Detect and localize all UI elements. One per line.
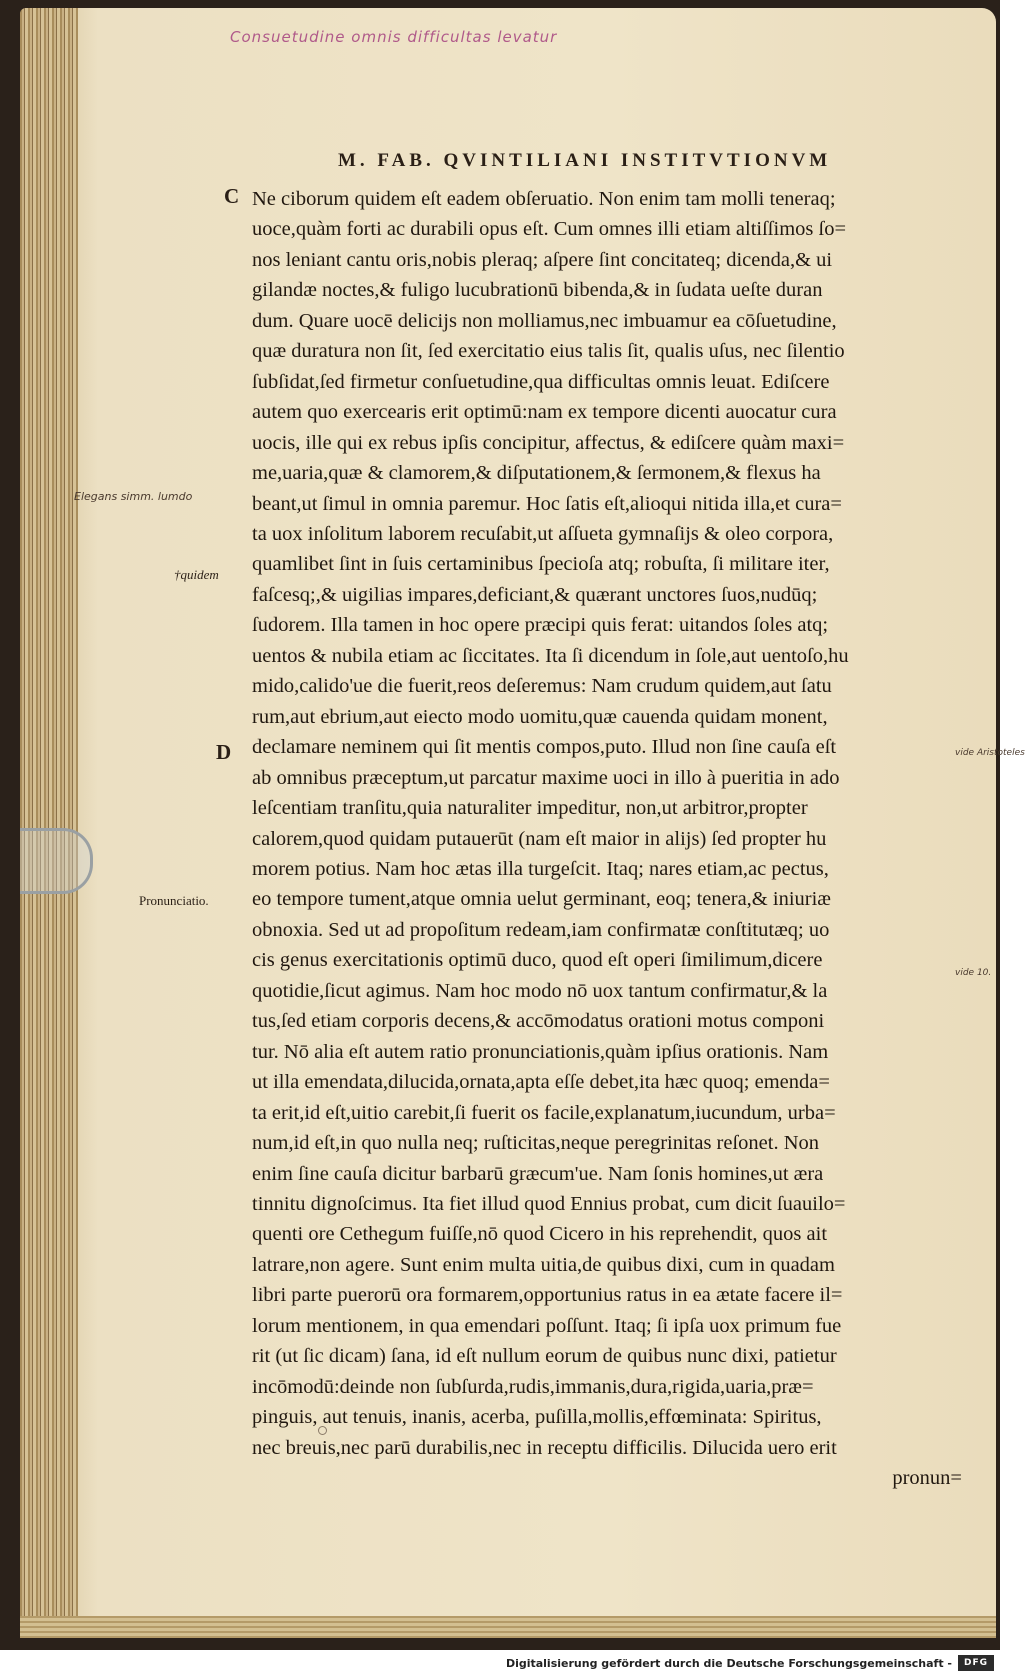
text-line: beant,ut ſimul in omnia paremur. Hoc ſatis eſt,alioqui nitida illa,et cura=	[252, 492, 842, 515]
text-line: latrare,non agere. Sunt enim multa uitia,de quibus dixi, cum in quadam	[252, 1253, 835, 1276]
text-line: leſcentiam tranſitu,quia naturaliter impeditur, non,ut arbitror,propter	[252, 797, 808, 820]
text-line: cis genus exercitationis optimū duco, quod eſt operi ſimilimum,dicere	[252, 949, 823, 972]
text-line: declamare neminem qui ſit mentis compos,puto. Illud non ſine cauſa eſt	[252, 736, 837, 759]
text-line: eo tempore tument,atque omnia uelut germinant, eoq; tenera,& iniuriæ	[252, 888, 831, 911]
signature-mark-c: C	[224, 184, 240, 208]
text-line: mido,calido'ue die fuerit,reos deſeremus: Nam crudum quidem,aut ſatu	[252, 675, 832, 698]
top-handwritten-annotation: Consuetudine omnis difficultas levatur	[230, 28, 558, 46]
text-line: gilandæ noctes,& fuligo lucubrationū bibenda,& in ſudata ueſte duran	[252, 279, 823, 302]
page-gutter-edge	[20, 8, 78, 1638]
catchword: pronun=	[892, 1467, 962, 1490]
text-line: me,uaria,quæ & clamorem,& diſputationem,& ſermonem,& flexus ha	[252, 462, 821, 485]
text-line: calorem,quod quidam putauerūt (nam eſt maior in alijs) ſed propter hu	[252, 827, 827, 850]
text-line: num,id eſt,in quo nulla neq; ruſticitas,neque peregrinitas reſonet. Non	[252, 1132, 820, 1155]
text-line: ut illa emendata,dilucida,ornata,apta eſſe debet,ita hæc quoq; emenda=	[252, 1071, 830, 1094]
text-line: rit (ut ſic dicam) ſana, id eſt nullum eorum de quibus nunc dixi, patietur	[252, 1345, 837, 1368]
margin-handwritten-note-right-1: vide Aristoteles	[955, 748, 1025, 758]
text-line: quenti ore Cethegum fuiſſe,nō quod Cicero in his reprehendit, quos ait	[252, 1223, 828, 1246]
margin-handwritten-note-right-2: vide 10.	[955, 968, 992, 978]
text-line: quæ duratura non ſit, ſed exercitatio eius talis ſit, qualis uſus, nec ſilentio	[252, 340, 845, 363]
footer-credit: Digitalisierung gefördert durch die Deutsche Forschungsgemeinschaft -	[505, 1657, 952, 1670]
signature-mark-d: D	[216, 740, 232, 764]
text-line: ta uox inſolitum laborem recuſabit,ut aſſueta gymnaſijs & oleo corpora,	[252, 522, 834, 545]
text-line: obnoxia. Sed ut ad propoſitum redeam,iam confirmatæ conſtitutæq; uo	[252, 918, 830, 941]
text-line: ab omnibus præceptum,ut parcatur maxime uoci in illo à pueritia in ado	[252, 766, 840, 789]
text-line: morem potius. Nam hoc ætas illa turgeſcit. Itaq; nares etiam,ac pectus,	[252, 857, 829, 880]
text-line: quotidie,ſicut agimus. Nam hoc modo nō uox tantum confirmatur,& la	[252, 979, 828, 1002]
running-head: M. FAB. QVINTILIANI INSTITVTIONVM	[338, 150, 832, 171]
margin-handwritten-note-left: Elegans simm. lumdo	[74, 490, 193, 503]
page-bottom-edge	[20, 1616, 996, 1638]
text-line: Ne ciborum quidem eſt eadem obſeruatio. Non enim tam molli teneraq;	[252, 188, 836, 210]
text-line: rum,aut ebrium,aut eiecto modo uomitu,quæ cauenda quidam monent,	[252, 705, 828, 728]
body-text	[252, 184, 962, 1493]
text-line: enim ſine cauſa dicitur barbarū græcum'ue. Nam ſonis homines,ut æra	[252, 1162, 824, 1185]
text-line: faſcesq;,& uigilias impares,deficiant,& quærant unctores ſuos,nudūq;	[252, 583, 818, 606]
text-line: autem quo exercearis erit optimū:nam ex tempore dicenti auocatur cura	[252, 401, 837, 424]
text-line: uentos & nubila etiam ac ſiccitates. Ita ſi dicendum in ſole,aut uentoſo,hu	[252, 644, 849, 667]
text-line: nec breuis,nec parū durabilis,nec in receptu difficilis. Dilucida uero erit	[252, 1436, 837, 1459]
text-line: libri parte puerorū ora formarem,opportunius ratus in ea ætate facere il=	[252, 1284, 843, 1307]
text-line: tur. Nō alia eſt autem ratio pronunciationis,quàm ipſius orationis. Nam	[252, 1040, 829, 1063]
dfg-logo: DFG	[958, 1655, 994, 1671]
stain-mark	[318, 1426, 327, 1435]
footer-bar	[0, 1650, 1000, 1678]
text-line: lorum mentionem, in qua emendari poſſunt. Itaq; ſi ipſa uox primum fue	[252, 1314, 842, 1337]
text-line: nos leniant cantu oris,nobis pleraq; aſpere ſint concitateq; dicenda,& ui	[252, 248, 833, 271]
text-line: uocis, ille qui ex rebus ipſis concipitur, affectus, & ediſcere quàm maxi=	[252, 431, 845, 454]
margin-note-pronunciatio: Pronunciatio.	[139, 893, 209, 908]
text-line: quamlibet ſint in ſuis certaminibus ſpecioſa atq; robuſta, ſi militare iter,	[252, 553, 830, 576]
margin-note-quidem: †quidem	[174, 567, 219, 582]
text-line: incōmodū:deinde non ſubſurda,rudis,immanis,dura,rigida,uaria,præ=	[252, 1375, 814, 1398]
text-line: pinguis, aut tenuis, inanis, acerba, puſilla,mollis,effœminata: Spiritus,	[252, 1406, 822, 1429]
text-line: ſubſidat,ſed firmetur conſuetudine,qua difficultas omnis leuat. Ediſcere	[252, 370, 830, 393]
page-clip	[20, 828, 93, 894]
text-line: tinnitu dignoſcimus. Ita fiet illud quod Ennius probat, cum dicit ſuauilo=	[252, 1192, 846, 1215]
text-line: ta erit,id eſt,uitio carebit,ſi fuerit os facile,explanatum,iucundum, urba=	[252, 1101, 836, 1124]
text-line: ſudorem. Illa tamen in hoc opere præcipi quis ferat: uitandos ſoles atq;	[252, 614, 829, 637]
text-line: dum. Quare uocē delicijs non molliamus,nec imbuamur ea cōſuetudine,	[252, 309, 837, 332]
text-line: uoce,quàm forti ac durabili opus eſt. Cum omnes illi etiam altiſſimos ſo=	[252, 218, 846, 241]
text-line: tus,ſed etiam corporis decens,& accōmodatus orationi motus componi	[252, 1010, 825, 1033]
